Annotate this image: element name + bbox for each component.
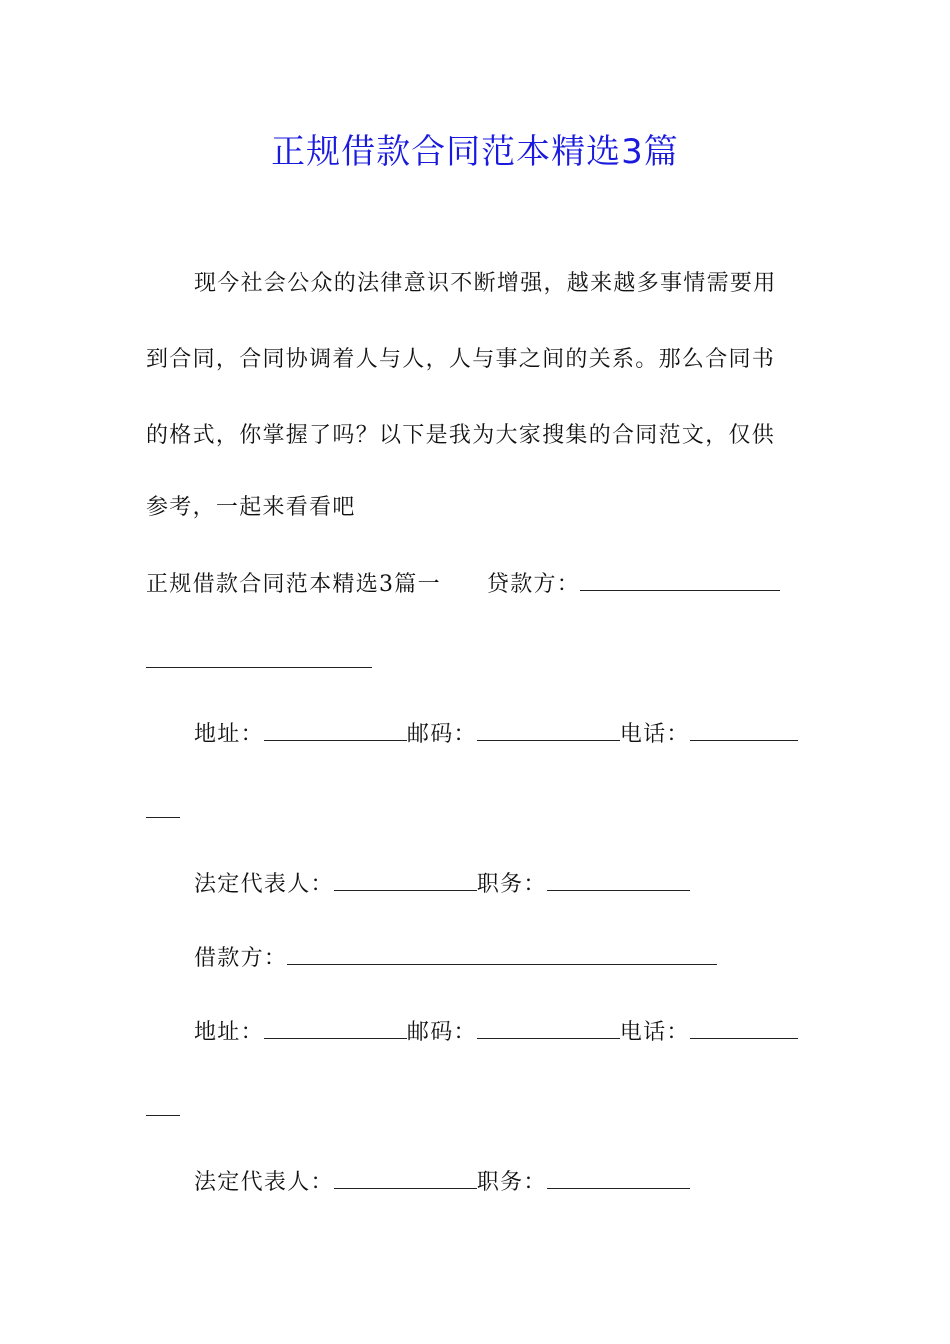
intro-line-1: 现今社会公众的法律意识不断增强，越来越多事情需要用 [194,271,777,296]
lender-address-row [194,718,798,751]
section-heading-row [146,568,780,601]
intro-line-4: 参考，一起来看看吧 [146,495,356,520]
lender-name-blank-continued[interactable] [146,666,372,668]
lender-legal-rep-label: 法定代表人： [194,872,334,897]
lender-postcode-blank[interactable] [477,718,620,741]
borrower-legal-rep-label: 法定代表人： [194,1170,334,1195]
document-title: 正规借款合同范本精选3篇 [271,132,679,172]
lender-name-blank[interactable] [580,568,780,591]
lender-address-label: 地址： [194,722,264,747]
borrower-address-row [194,1016,798,1049]
borrower-position-blank[interactable] [547,1166,690,1189]
lender-label: 贷款方： [486,572,581,597]
lender-postcode-label: 邮码： [406,722,477,747]
borrower-row [194,942,717,975]
borrower-label: 借款方： [194,946,288,971]
borrower-phone-blank[interactable] [690,1016,798,1039]
borrower-phone-blank-continued[interactable] [146,1114,180,1116]
lender-legal-rep-blank[interactable] [334,868,477,891]
lender-phone-label: 电话： [619,722,690,747]
borrower-postcode-label: 邮码： [406,1020,477,1045]
lender-phone-blank-continued[interactable] [146,816,180,818]
lender-address-blank[interactable] [264,718,407,741]
lender-position-label: 职务： [476,872,547,897]
borrower-position-label: 职务： [476,1170,547,1195]
lender-legal-rep-row [194,868,690,901]
lender-phone-blank[interactable] [690,718,798,741]
borrower-phone-label: 电话： [619,1020,690,1045]
borrower-address-label: 地址： [194,1020,264,1045]
borrower-legal-rep-row [194,1166,690,1199]
section-heading: 正规借款合同范本精选3篇一 [146,572,441,597]
borrower-legal-rep-blank[interactable] [334,1166,477,1189]
intro-line-2: 到合同，合同协调着人与人，人与事之间的关系。那么合同书 [146,347,776,372]
lender-position-blank[interactable] [547,868,690,891]
borrower-address-blank[interactable] [264,1016,407,1039]
borrower-postcode-blank[interactable] [477,1016,620,1039]
borrower-name-blank[interactable] [287,942,717,965]
intro-line-3: 的格式，你掌握了吗？以下是我为大家搜集的合同范文，仅供 [146,423,776,448]
